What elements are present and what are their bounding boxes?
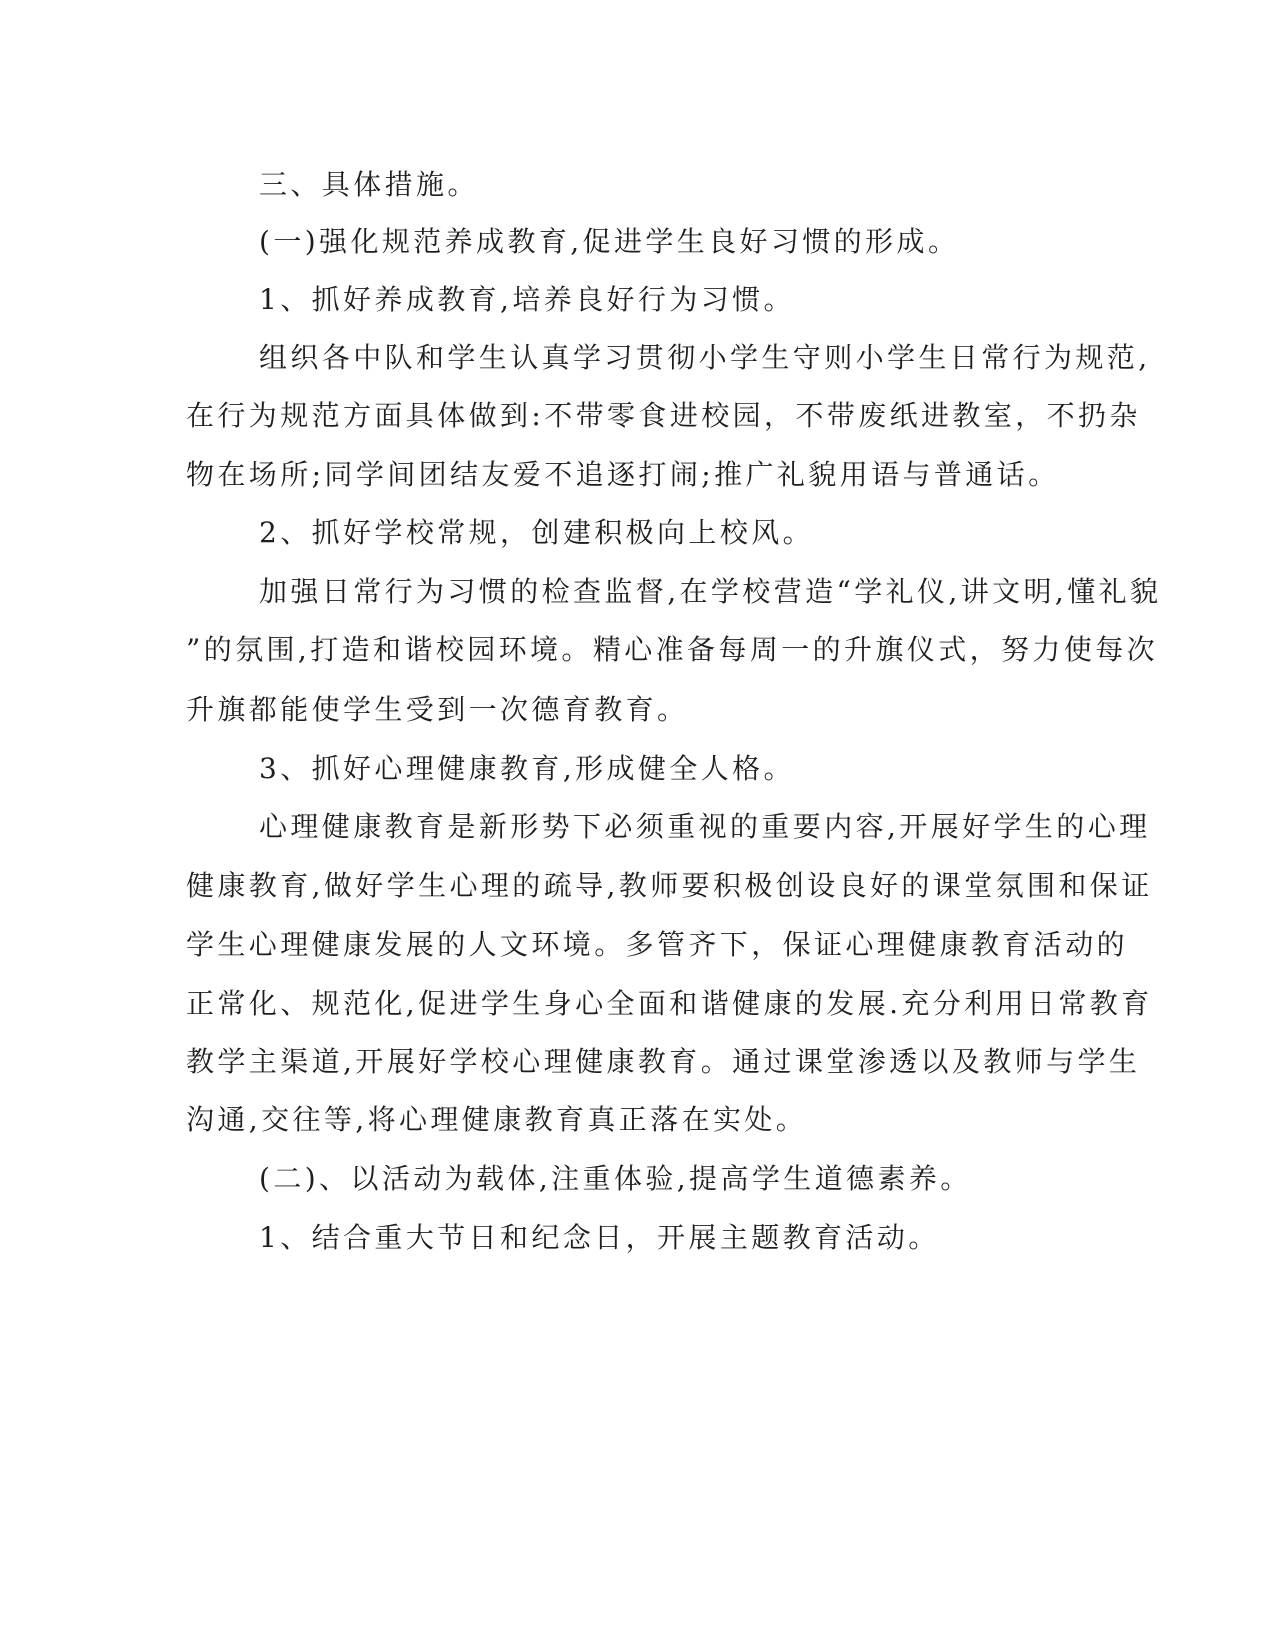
subsection-heading-2: (二)、以活动为载体,注重体验,提高学生道德素养。 (259, 1162, 972, 1195)
paragraph-2-line-2: ”的氛围,打造和谐校园环境。精心准备每周一的升旗仪式，努力使每次 (186, 633, 1159, 666)
item-heading-2: 2、抓好学校常规，创建积极向上校风。 (259, 516, 815, 549)
item-heading-4: 1、结合重大节日和纪念日，开展主题教育活动。 (259, 1221, 940, 1254)
item-heading-1: 1、抓好养成教育,培养良好行为习惯。 (259, 283, 795, 316)
paragraph-3-line-6: 沟通,交往等,将心理健康教育真正落在实处。 (186, 1103, 808, 1136)
item-heading-3: 3、抓好心理健康教育,形成健全人格。 (259, 752, 795, 785)
paragraph-2-line-3: 升旗都能使学生受到一次德育教育。 (186, 693, 689, 726)
paragraph-3-line-1: 心理健康教育是新形势下必须重视的重要内容,开展好学生的心理 (259, 810, 1151, 843)
paragraph-1-line-3: 物在场所;同学间团结友爱不追逐打闹;推广礼貌用语与普通话。 (186, 458, 1060, 491)
paragraph-3-line-3: 学生心理健康发展的人文环境。多管齐下，保证心理健康教育活动的 (186, 928, 1129, 961)
section-heading: 三、具体措施。 (259, 168, 479, 201)
paragraph-2-line-1: 加强日常行为习惯的检查监督,在学校营造“学礼仪,讲文明,懂礼貌 (259, 575, 1162, 608)
paragraph-3-line-2: 健康教育,做好学生心理的疏导,教师要积极创设良好的课堂氛围和保证 (186, 869, 1153, 902)
paragraph-1-line-1: 组织各中队和学生认真学习贯彻小学生守则小学生日常行为规范, (259, 341, 1151, 374)
paragraph-1-line-2: 在行为规范方面具体做到:不带零食进校园，不带废纸进教室，不扔杂 (186, 399, 1141, 432)
paragraph-3-line-5: 教学主渠道,开展好学校心理健康教育。通过课堂渗透以及教师与学生 (186, 1045, 1141, 1078)
paragraph-3-line-4: 正常化、规范化,促进学生身心全面和谐健康的发展.充分利用日常教育 (186, 987, 1153, 1020)
subsection-heading-1: (一)强化规范养成教育,促进学生良好习惯的形成。 (259, 225, 960, 258)
